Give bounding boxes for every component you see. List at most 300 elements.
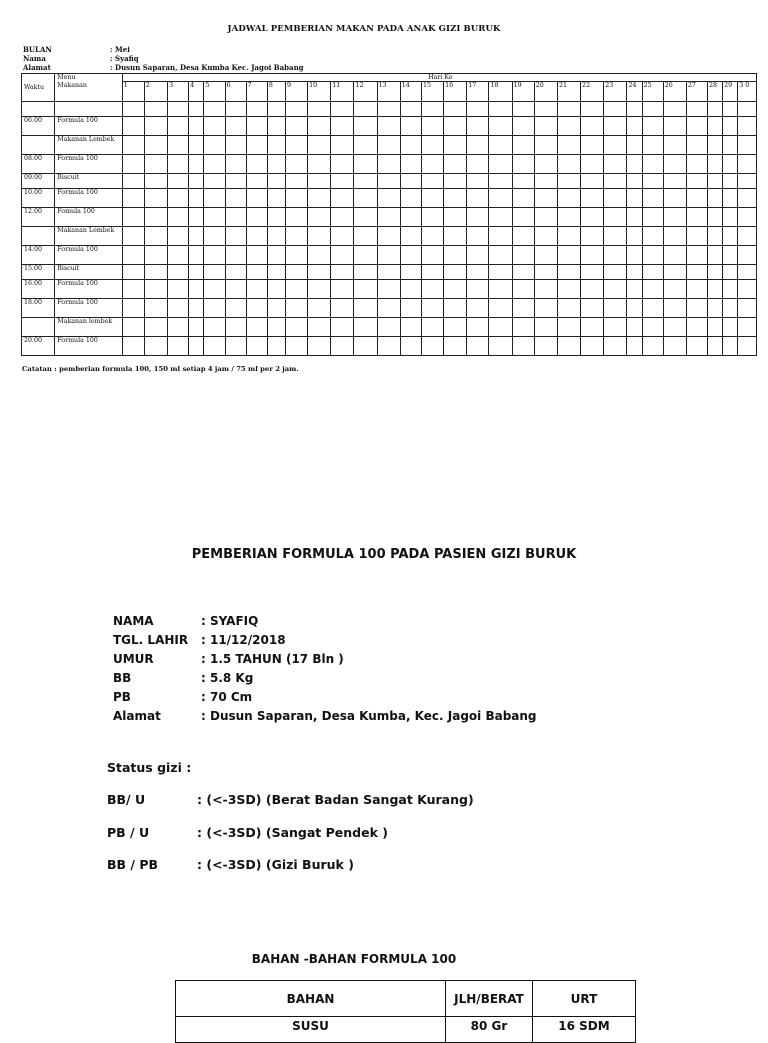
schedule-cell	[534, 102, 557, 117]
patient-tgl-value: : 11/12/2018	[201, 633, 286, 647]
day-header: 12	[354, 82, 377, 102]
schedule-cell	[723, 280, 738, 299]
schedule-cell	[581, 174, 604, 189]
schedule-cell	[708, 155, 723, 174]
schedule-cell	[604, 246, 627, 265]
schedule-cell	[534, 280, 557, 299]
schedule-cell	[534, 208, 557, 227]
schedule-cell	[331, 208, 354, 227]
status-pb-u	[107, 825, 388, 840]
schedule-cell	[489, 174, 512, 189]
schedule-cell	[444, 174, 467, 189]
schedule-cell	[534, 155, 557, 174]
schedule-cell	[686, 155, 707, 174]
schedule-cell	[663, 117, 686, 136]
schedule-cell	[581, 189, 604, 208]
schedule-cell	[285, 318, 307, 337]
schedule-cell	[377, 318, 400, 337]
schedule-cell	[581, 265, 604, 280]
schedule-cell	[557, 227, 580, 246]
schedule-waktu: 12.00	[22, 208, 55, 227]
schedule-cell	[225, 155, 246, 174]
schedule-cell	[604, 208, 627, 227]
schedule-cell	[168, 174, 189, 189]
schedule-cell	[444, 227, 467, 246]
schedule-cell	[723, 136, 738, 155]
schedule-cell	[663, 318, 686, 337]
schedule-row	[22, 246, 757, 265]
schedule-cell	[627, 318, 642, 337]
schedule-menu: Formula 100	[55, 246, 123, 265]
schedule-cell	[331, 155, 354, 174]
schedule-cell	[285, 117, 307, 136]
schedule-cell	[534, 117, 557, 136]
schedule-cell	[663, 208, 686, 227]
schedule-menu: Formula 100	[55, 117, 123, 136]
schedule-cell	[708, 136, 723, 155]
day-header: 16	[444, 82, 467, 102]
schedule-menu: Formula 100	[55, 189, 123, 208]
schedule-cell	[377, 246, 400, 265]
schedule-cell	[557, 155, 580, 174]
schedule-cell	[686, 318, 707, 337]
schedule-cell	[642, 265, 663, 280]
patient-alamat	[113, 709, 537, 723]
day-header: 3 0	[738, 82, 757, 102]
status-pb-u-label: PB / U	[107, 825, 150, 840]
schedule-cell	[122, 136, 144, 155]
schedule-cell	[144, 155, 167, 174]
schedule-cell	[144, 265, 167, 280]
schedule-cell	[285, 155, 307, 174]
header-menu-top: Menu	[55, 74, 123, 82]
schedule-cell	[723, 174, 738, 189]
schedule-cell	[377, 208, 400, 227]
schedule-cell	[189, 174, 204, 189]
schedule-cell	[225, 136, 246, 155]
schedule-cell	[225, 174, 246, 189]
schedule-waktu: 18.00	[22, 299, 55, 318]
schedule-menu: Makanan Lembek	[55, 227, 123, 246]
schedule-cell	[285, 174, 307, 189]
schedule-cell	[534, 189, 557, 208]
schedule-cell	[55, 102, 123, 117]
schedule-cell	[708, 246, 723, 265]
schedule-cell	[627, 227, 642, 246]
schedule-cell	[627, 189, 642, 208]
schedule-cell	[581, 208, 604, 227]
header-menu-bottom: Makanan	[55, 82, 123, 102]
schedule-cell	[708, 189, 723, 208]
schedule-waktu: 14.00	[22, 246, 55, 265]
schedule-cell	[663, 136, 686, 155]
schedule-cell	[400, 318, 421, 337]
schedule-cell	[267, 246, 285, 265]
patient-bb-value: : 5.8 Kg	[201, 671, 254, 685]
schedule-cell	[444, 136, 467, 155]
schedule-cell	[604, 189, 627, 208]
schedule-cell	[400, 337, 421, 356]
bahan-title: BAHAN -BAHAN FORMULA 100	[251, 952, 457, 966]
schedule-cell	[308, 155, 331, 174]
schedule-cell	[204, 337, 225, 356]
schedule-cell	[708, 265, 723, 280]
day-header: 28	[708, 82, 723, 102]
schedule-cell	[144, 208, 167, 227]
schedule-cell	[122, 318, 144, 337]
schedule-cell	[738, 136, 757, 155]
schedule-cell	[354, 102, 377, 117]
bahan-header-row	[176, 981, 636, 1017]
bahan-header-urt: URT	[533, 981, 636, 1017]
schedule-cell	[738, 280, 757, 299]
schedule-cell	[189, 102, 204, 117]
schedule-cell	[686, 174, 707, 189]
schedule-menu: Makanan lembek	[55, 318, 123, 337]
status-bb-u-label: BB/ U	[107, 792, 146, 807]
schedule-cell	[557, 318, 580, 337]
header-hari-ke: Hari Ke	[122, 74, 756, 82]
bahan-row	[176, 1017, 636, 1043]
schedule-cell	[225, 227, 246, 246]
schedule-cell	[331, 102, 354, 117]
schedule-cell	[204, 155, 225, 174]
schedule-cell	[225, 208, 246, 227]
schedule-cell	[581, 337, 604, 356]
schedule-row	[22, 337, 757, 356]
schedule-cell	[204, 117, 225, 136]
schedule-cell	[557, 299, 580, 318]
formula-title: PEMBERIAN FORMULA 100 PADA PASIEN GIZI BURUK	[191, 547, 577, 562]
schedule-cell	[225, 280, 246, 299]
schedule-cell	[627, 246, 642, 265]
schedule-cell	[308, 318, 331, 337]
patient-nama-label: NAMA	[113, 614, 154, 628]
schedule-cell	[285, 299, 307, 318]
info-alamat-value: : Dusun Saparan, Desa Kumba Kec. Jagoi Babang	[110, 63, 304, 72]
schedule-waktu	[22, 227, 55, 246]
schedule-cell	[421, 174, 443, 189]
schedule-cell	[267, 117, 285, 136]
schedule-cell	[738, 208, 757, 227]
schedule-cell	[604, 265, 627, 280]
schedule-row	[22, 117, 757, 136]
schedule-cell	[331, 174, 354, 189]
schedule-cell	[308, 174, 331, 189]
schedule-cell	[467, 102, 489, 117]
schedule-cell	[354, 155, 377, 174]
schedule-cell	[421, 280, 443, 299]
schedule-cell	[604, 102, 627, 117]
schedule-waktu: 09.00	[22, 174, 55, 189]
schedule-cell	[331, 337, 354, 356]
schedule-cell	[444, 280, 467, 299]
schedule-cell	[738, 102, 757, 117]
schedule-cell	[122, 246, 144, 265]
schedule-row	[22, 227, 757, 246]
day-header: 7	[246, 82, 267, 102]
schedule-cell	[225, 265, 246, 280]
schedule-cell	[642, 337, 663, 356]
schedule-menu: Fomula 100	[55, 208, 123, 227]
day-header: 17	[467, 82, 489, 102]
schedule-cell	[267, 136, 285, 155]
day-header: 9	[285, 82, 307, 102]
schedule-cell	[377, 155, 400, 174]
patient-pb	[113, 690, 252, 704]
schedule-cell	[467, 155, 489, 174]
schedule-cell	[267, 155, 285, 174]
schedule-cell	[246, 246, 267, 265]
schedule-cell	[534, 227, 557, 246]
status-bb-u-value: : (<-3SD) (Berat Badan Sangat Kurang)	[197, 792, 474, 807]
schedule-cell	[377, 102, 400, 117]
schedule-cell	[189, 117, 204, 136]
status-bb-u	[107, 792, 474, 807]
schedule-cell	[246, 280, 267, 299]
schedule-cell	[421, 246, 443, 265]
schedule-cell	[686, 102, 707, 117]
schedule-cell	[489, 117, 512, 136]
schedule-cell	[534, 265, 557, 280]
schedule-cell	[189, 318, 204, 337]
schedule-cell	[225, 102, 246, 117]
schedule-cell	[267, 299, 285, 318]
patient-nama	[113, 614, 258, 628]
schedule-cell	[400, 227, 421, 246]
schedule-cell	[400, 155, 421, 174]
schedule-cell	[489, 208, 512, 227]
schedule-cell	[377, 174, 400, 189]
schedule-cell	[246, 318, 267, 337]
schedule-cell	[122, 280, 144, 299]
schedule-cell	[421, 155, 443, 174]
schedule-cell	[686, 299, 707, 318]
schedule-row	[22, 174, 757, 189]
schedule-cell	[267, 318, 285, 337]
schedule-cell	[421, 337, 443, 356]
schedule-cell	[189, 155, 204, 174]
schedule-cell	[400, 299, 421, 318]
schedule-cell	[738, 337, 757, 356]
schedule-cell	[557, 117, 580, 136]
schedule-cell	[189, 246, 204, 265]
schedule-cell	[246, 155, 267, 174]
schedule-cell	[557, 337, 580, 356]
schedule-cell	[512, 318, 534, 337]
schedule-cell	[512, 246, 534, 265]
schedule-cell	[400, 102, 421, 117]
schedule-cell	[204, 318, 225, 337]
schedule-cell	[144, 174, 167, 189]
schedule-cell	[534, 318, 557, 337]
patient-umur	[113, 652, 344, 666]
schedule-cell	[467, 189, 489, 208]
schedule-cell	[122, 208, 144, 227]
schedule-cell	[122, 265, 144, 280]
schedule-cell	[246, 136, 267, 155]
schedule-header-row	[22, 74, 757, 82]
day-header: 29	[723, 82, 738, 102]
schedule-cell	[267, 337, 285, 356]
schedule-cell	[246, 337, 267, 356]
bahan-header-bahan: BAHAN	[176, 981, 446, 1017]
schedule-cell	[144, 102, 167, 117]
schedule-cell	[604, 227, 627, 246]
schedule-cell	[444, 299, 467, 318]
schedule-cell	[627, 117, 642, 136]
schedule-menu: Biscuit	[55, 265, 123, 280]
schedule-cell	[489, 102, 512, 117]
schedule-cell	[512, 189, 534, 208]
schedule-cell	[723, 117, 738, 136]
schedule-day-row	[22, 82, 757, 102]
schedule-cell	[285, 208, 307, 227]
schedule-cell	[421, 208, 443, 227]
schedule-cell	[204, 227, 225, 246]
schedule-cell	[308, 227, 331, 246]
schedule-cell	[144, 136, 167, 155]
day-header: 27	[686, 82, 707, 102]
schedule-cell	[581, 246, 604, 265]
schedule-cell	[604, 136, 627, 155]
schedule-cell	[557, 265, 580, 280]
schedule-cell	[642, 155, 663, 174]
schedule-cell	[354, 227, 377, 246]
schedule-cell	[377, 136, 400, 155]
schedule-cell	[377, 280, 400, 299]
schedule-cell	[467, 174, 489, 189]
schedule-cell	[246, 189, 267, 208]
schedule-cell	[444, 337, 467, 356]
schedule-cell	[308, 117, 331, 136]
schedule-cell	[604, 337, 627, 356]
schedule-cell	[225, 189, 246, 208]
schedule-cell	[738, 299, 757, 318]
schedule-cell	[512, 155, 534, 174]
schedule-cell	[686, 208, 707, 227]
schedule-cell	[557, 174, 580, 189]
schedule-cell	[267, 227, 285, 246]
schedule-cell	[204, 299, 225, 318]
schedule-cell	[512, 174, 534, 189]
schedule-cell	[354, 208, 377, 227]
schedule-row	[22, 299, 757, 318]
schedule-cell	[444, 155, 467, 174]
schedule-cell	[627, 280, 642, 299]
schedule-cell	[225, 246, 246, 265]
schedule-cell	[168, 227, 189, 246]
schedule-cell	[122, 227, 144, 246]
schedule-cell	[627, 174, 642, 189]
schedule-cell	[604, 117, 627, 136]
day-header: 21	[557, 82, 580, 102]
schedule-cell	[581, 136, 604, 155]
schedule-cell	[122, 174, 144, 189]
schedule-cell	[663, 174, 686, 189]
schedule-cell	[267, 208, 285, 227]
schedule-cell	[738, 246, 757, 265]
schedule-cell	[246, 102, 267, 117]
schedule-cell	[168, 299, 189, 318]
schedule-cell	[444, 117, 467, 136]
schedule-cell	[331, 246, 354, 265]
day-header: 8	[267, 82, 285, 102]
schedule-cell	[189, 189, 204, 208]
day-header: 24	[627, 82, 642, 102]
schedule-cell	[663, 189, 686, 208]
schedule-cell	[467, 318, 489, 337]
day-header: 4	[189, 82, 204, 102]
schedule-cell	[421, 299, 443, 318]
schedule-cell	[723, 155, 738, 174]
schedule-cell	[285, 265, 307, 280]
schedule-cell	[377, 337, 400, 356]
schedule-cell	[168, 102, 189, 117]
schedule-cell	[377, 117, 400, 136]
patient-alamat-value: : Dusun Saparan, Desa Kumba, Kec. Jagoi Babang	[201, 709, 537, 723]
schedule-cell	[168, 337, 189, 356]
schedule-cell	[467, 227, 489, 246]
schedule-menu: Makanan Lembek	[55, 136, 123, 155]
schedule-cell	[489, 299, 512, 318]
schedule-cell	[686, 136, 707, 155]
schedule-cell	[489, 189, 512, 208]
schedule-cell	[189, 299, 204, 318]
schedule-cell	[285, 136, 307, 155]
patient-umur-value: : 1.5 TAHUN (17 Bln )	[201, 652, 344, 666]
day-header: 19	[512, 82, 534, 102]
schedule-cell	[354, 136, 377, 155]
schedule-cell	[204, 136, 225, 155]
schedule-cell	[581, 155, 604, 174]
day-header: 20	[534, 82, 557, 102]
schedule-cell	[708, 299, 723, 318]
schedule-cell	[604, 280, 627, 299]
schedule-cell	[400, 117, 421, 136]
schedule-cell	[489, 246, 512, 265]
schedule-table	[21, 73, 757, 356]
schedule-cell	[308, 102, 331, 117]
schedule-cell	[189, 136, 204, 155]
schedule-cell	[642, 299, 663, 318]
schedule-cell	[377, 227, 400, 246]
schedule-cell	[144, 280, 167, 299]
schedule-cell	[144, 117, 167, 136]
status-bb-pb-value: : (<-3SD) (Gizi Buruk )	[197, 857, 354, 872]
schedule-cell	[331, 299, 354, 318]
schedule-cell	[400, 280, 421, 299]
schedule-cell	[557, 102, 580, 117]
schedule-cell	[663, 299, 686, 318]
schedule-cell	[512, 227, 534, 246]
schedule-cell	[225, 337, 246, 356]
bahan-cell-bahan: SUSU	[176, 1017, 446, 1043]
schedule-cell	[354, 299, 377, 318]
schedule-row	[22, 280, 757, 299]
schedule-menu: Formula 100	[55, 155, 123, 174]
schedule-cell	[421, 117, 443, 136]
schedule-cell	[400, 208, 421, 227]
info-bulan-label: BULAN	[23, 45, 52, 54]
schedule-cell	[512, 280, 534, 299]
schedule-cell	[122, 189, 144, 208]
schedule-cell	[663, 246, 686, 265]
schedule-cell	[708, 174, 723, 189]
schedule-cell	[122, 117, 144, 136]
patient-umur-label: UMUR	[113, 652, 154, 666]
schedule-cell	[168, 318, 189, 337]
